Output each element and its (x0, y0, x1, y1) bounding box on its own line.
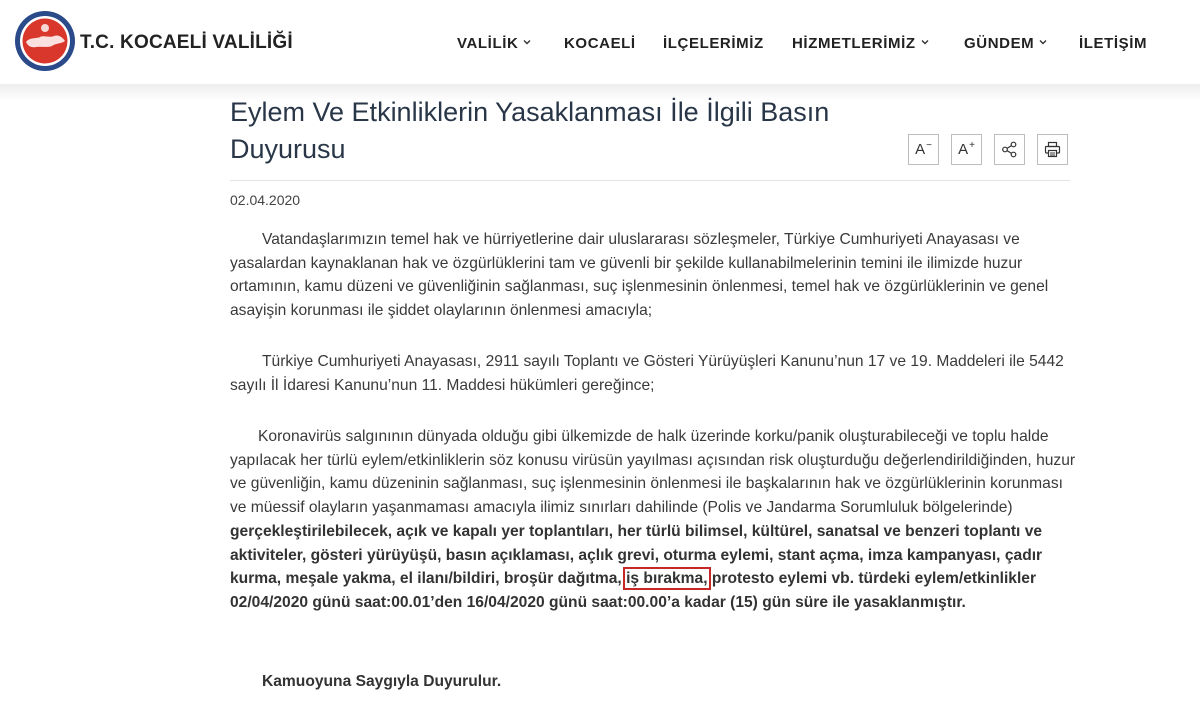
nav-item-label: GÜNDEM (964, 35, 1035, 52)
nav-item-valilik[interactable] (457, 35, 532, 52)
nav-item-label: KOCAELİ (564, 35, 636, 52)
article-paragraph: Türkiye Cumhuriyeti Anayasası, 2911 sayılı Toplantı ve Gösteri Yürüyüşleri Kanunu’nun 17 ve 19. Maddeleri ile 5442 sayılı İl İdaresi Kanunu’nun 11. Maddesi hükümleri gereğince; (230, 353, 1064, 394)
paragraph-bold-text: protesto eylemi vb. türdeki eylem/etkinlikler 02/04/2020 günü saat:00.01’den 16/04/2020 günü saat:00.00’a kadar (15) gün süre ile yasaklanmıştır. (230, 570, 1037, 611)
article-date: 02.04.2020 (230, 192, 301, 208)
article-paragraph (230, 425, 1080, 615)
site-title[interactable]: T.C. KOCAELİ VALİLİĞİ (80, 32, 293, 53)
print-button[interactable] (1037, 134, 1068, 165)
chevron-down-icon (1038, 37, 1048, 47)
font-decrease-label: A− (915, 140, 932, 158)
nav-item-label: İLÇELERİMİZ (663, 35, 764, 52)
site-header (0, 0, 1200, 86)
nav-item-label: VALİLİK (457, 35, 519, 52)
font-increase-button[interactable] (951, 134, 982, 165)
article-title: Eylem Ve Etkinliklerin Yasaklanması İle İlgili Basın Duyurusu (230, 97, 830, 164)
title-divider (230, 180, 1070, 181)
font-decrease-button[interactable] (908, 134, 939, 165)
nav-item-kocaeli[interactable] (564, 35, 636, 52)
font-increase-label: A+ (958, 140, 975, 158)
main-navigation (0, 35, 1200, 55)
nav-item-ilcelerimiz[interactable] (663, 35, 764, 52)
article-paragraph: Vatandaşlarımızın temel hak ve hürriyetlerine dair uluslararası sözleşmeler, Türkiye Cumhuriyeti Anayasası ve yasalardan kaynaklanan hak ve özgürlüklerini tam ve güvenli bir şekilde kullanabilmelerinin temini ile ilimizde huzur ortamının, kamu düzeni ve güvenliğinin sağlanması, suç işlenmesinin önlenmesi, temel hak ve özgürlüklerinin ve genel asayişin korunması ile şiddet olaylarının önlenmesi amacıyla; (230, 231, 1049, 320)
nav-item-label: HİZMETLERİMİZ (792, 35, 916, 52)
nav-item-hizmetlerimiz[interactable] (792, 35, 930, 52)
chevron-down-icon (522, 37, 532, 47)
nav-item-label: İLETİŞİM (1079, 35, 1148, 52)
chevron-down-icon (920, 37, 930, 47)
print-icon (1044, 141, 1061, 158)
paragraph-bold-text: gerçekleştirilebilecek, açık ve kapalı yer toplantıları, her türlü bilimsel, kültürel, sanatsal ve benzeri toplantı ve aktiviteler, gösteri yürüyüşü, basın açıklaması, açlık grevi, oturma eylemi, stant açma, imza kampanyası, çadır kurma, meşale yakma, el ilanı/bildiri, broşür dağıtma, (230, 522, 1043, 588)
paragraph-regular-text: Koronavirüs salgınının dünyada olduğu gibi ülkemizde de halk üzerinde korku/panik oluşturabileceği ve toplu halde yapılacak her türlü eylem/etkinliklerin söz konusu virüsün yayılması açısından risk oluşturduğu değerlendirildiğinden, huzur ve güvenliğin, kamu düzeninin sağlanması, suç işlenmesinin önlenmesi ile başkalarının hak ve özgürlüklerinin korunması ve müessif olayların yaşanmaması amacıyla ilimiz sınırları dahilinde (Polis ve Jandarma Sorumluluk bölgelerinde) (230, 428, 1076, 517)
share-icon (1001, 141, 1018, 158)
nav-item-iletisim[interactable] (1079, 35, 1147, 52)
share-button[interactable] (994, 134, 1025, 165)
highlighted-phrase: iş bırakma, (626, 570, 708, 588)
article-closing: Kamuoyuna Saygıyla Duyurulur. (262, 673, 502, 690)
nav-item-gundem[interactable] (964, 35, 1048, 52)
